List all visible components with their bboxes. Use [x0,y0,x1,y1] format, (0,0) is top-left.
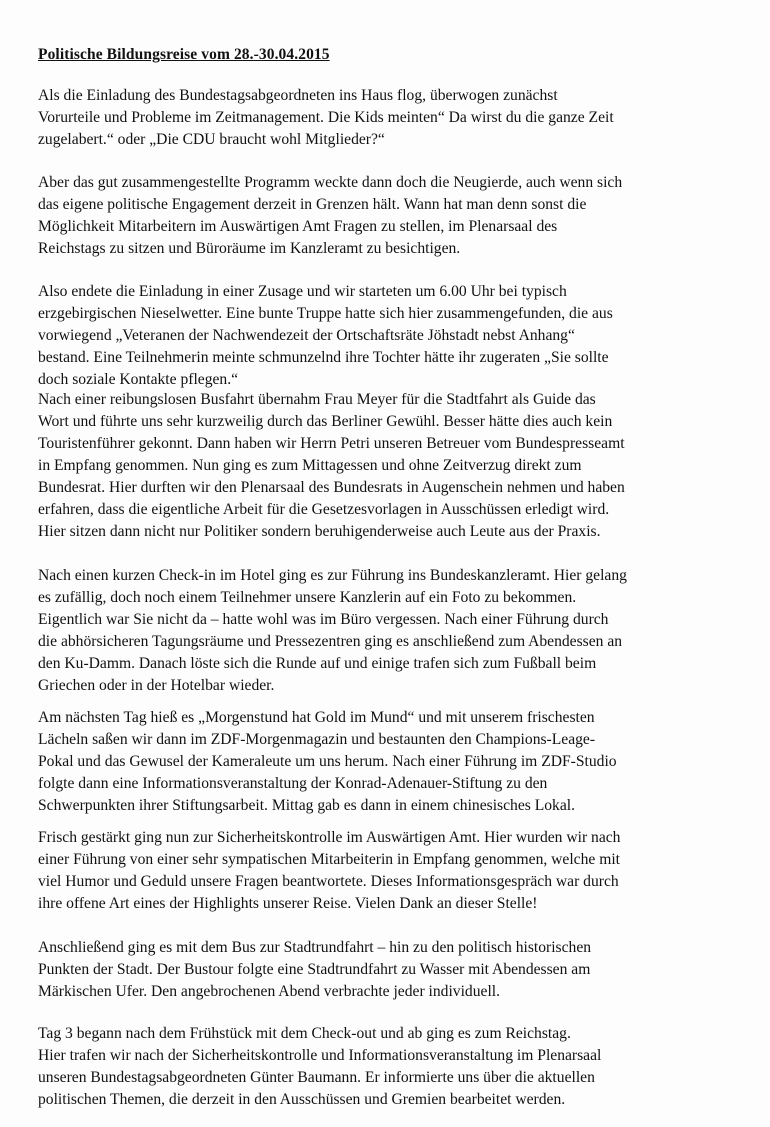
document-title: Politische Bildungsreise vom 28.-30.04.2015 [38,46,330,63]
text-line: Touristenführer gekonnt. Dann haben wir Herrn Petri unseren Betreuer vom Bundespresseamt [38,435,625,452]
text-line: Hier sitzen dann nicht nur Politiker sondern beruhigenderweise auch Leute aus der Praxis. [38,523,601,540]
text-line: Märkischen Ufer. Den angebrochenen Abend verbrachte jeder individuell. [38,983,501,1000]
text-line: unseren Bundestagsabgeordneten Günter Baumann. Er informierte uns über die aktuellen [38,1069,595,1086]
paragraph-zdf [38,707,738,817]
text-line: Bundesrat. Hier durften wir den Plenarsaal des Bundesrats in Augenschein nehmen und haben [38,479,625,496]
text-line: das eigene politische Engagement derzeit in Grenzen hält. Wann hat man denn sonst die [38,196,587,213]
text-line: Vorurteile und Probleme im Zeitmanagement. Die Kids meinten“ Da wirst du die ganze Zeit [38,109,614,126]
paragraph-auswaertiges-amt [38,827,738,915]
text-line: zugelabert.“ oder „Die CDU braucht wohl Mitglieder?“ [38,131,385,148]
text-line: Pokal und das Gewusel der Kameraleute um uns herum. Nach einer Führung im ZDF-Studio [38,753,617,770]
text-line: Anschließend ging es mit dem Bus zur Stadtrundfahrt – hin zu den politisch historischen [38,939,592,956]
text-line: Frisch gestärkt ging nun zur Sicherheitskontrolle im Auswärtigen Amt. Hier wurden wir nach [38,829,621,846]
text-line: vorwiegend „Veteranen der Nachwendezeit der Ortschaftsräte Jöhstadt nebst Anhang“ [38,327,575,344]
text-line: Tag 3 begann nach dem Frühstück mit dem Check-out und ab ging es zum Reichstag. [38,1025,571,1042]
paragraph-stadtrundfahrt [38,937,738,1003]
text-line: Punkten der Stadt. Der Bustour folgte eine Stadtrundfahrt zu Wasser mit Abendessen am [38,961,591,978]
text-line: Griechen oder in der Hotelbar wieder. [38,677,275,694]
text-line: den Ku-Damm. Danach löste sich die Runde auf und einige trafen sich zum Fußball beim [38,655,597,672]
text-line: Als die Einladung des Bundestagsabgeordneten ins Haus flog, überwogen zunächst [38,87,558,104]
text-line: viel Humor und Geduld unsere Fragen beantwortete. Dieses Informationsgespräch war durch [38,873,619,890]
text-line: Reichstags zu sitzen und Büroräume im Kanzleramt zu besichtigen. [38,240,461,257]
paragraph-departure [38,281,738,391]
paragraph-reichstag [38,1023,738,1111]
text-line: erzgebirgischen Nieselwetter. Eine bunte Truppe hatte sich hier zusammengefunden, die aus [38,305,613,322]
text-line: Hier trafen wir nach der Sicherheitskontrolle und Informationsveranstaltung im Plenarsaal [38,1047,602,1064]
text-line: es zufällig, doch noch einem Teilnehmer unsere Kanzlerin auf ein Foto zu bekommen. [38,589,577,606]
text-line: folgte dann eine Informationsveranstaltung der Konrad-Adenauer-Stiftung zu den [38,775,548,792]
text-line: die abhörsicheren Tagungsräume und Pressezentren ging es anschließend zum Abendessen an [38,633,623,650]
text-line: einer Führung von einer sehr sympatischen Mitarbeiterin in Empfang genommen, welche mit [38,851,621,868]
text-line: politischen Themen, die derzeit in den Ausschüssen und Gremien bearbeitet werden. [38,1091,566,1108]
text-line: Nach einer reibungslosen Busfahrt übernahm Frau Meyer für die Stadtfahrt als Guide das [38,391,596,408]
paragraph-bundesrat [38,389,738,543]
paragraph-kanzleramt [38,565,738,697]
text-line: in Empfang genommen. Nun ging es zum Mittagessen und ohne Zeitverzug direkt zum [38,457,582,474]
text-line: Am nächsten Tag hieß es „Morgenstund hat Gold im Mund“ und mit unserem frischesten [38,709,595,726]
paragraph-program [38,172,738,260]
text-line: Nach einen kurzen Check-in im Hotel ging es zur Führung ins Bundeskanzleramt. Hier gelang [38,567,627,584]
text-line: bestand. Eine Teilnehmerin meinte schmunzelnd ihre Tochter hätte ihr zugeraten „Sie sollte [38,349,609,366]
text-line: Schwerpunkten ihrer Stiftungsarbeit. Mittag gab es dann in einem chinesisches Lokal. [38,797,575,814]
text-line: Also endete die Einladung in einer Zusage und wir starteten um 6.00 Uhr bei typisch [38,283,567,300]
text-line: Aber das gut zusammengestellte Programm weckte dann doch die Neugierde, auch wenn sich [38,174,623,191]
text-line: Lächeln saßen wir dann im ZDF-Morgenmagazin und bestaunten den Champions-Leage- [38,731,596,748]
paragraph-invitation [38,85,738,151]
text-line: Möglichkeit Mitarbeitern im Auswärtigen Amt Fragen zu stellen, im Plenarsaal des [38,218,558,235]
text-line: Wort und führte uns sehr kurzweilig durch das Berliner Gewühl. Besser hätte dies auch kein [38,413,613,430]
text-line: erfahren, dass die eigentliche Arbeit für die Gesetzesvorlagen in Ausschüssen erledigt wird. [38,501,610,518]
text-line: ihre offene Art eines der Highlights unserer Reise. Vielen Dank an dieser Stelle! [38,895,538,912]
text-line: doch soziale Kontakte pflegen.“ [38,371,239,388]
text-line: Eigentlich war Sie nicht da – hatte wohl was im Büro vergessen. Nach einer Führung durch [38,611,609,628]
